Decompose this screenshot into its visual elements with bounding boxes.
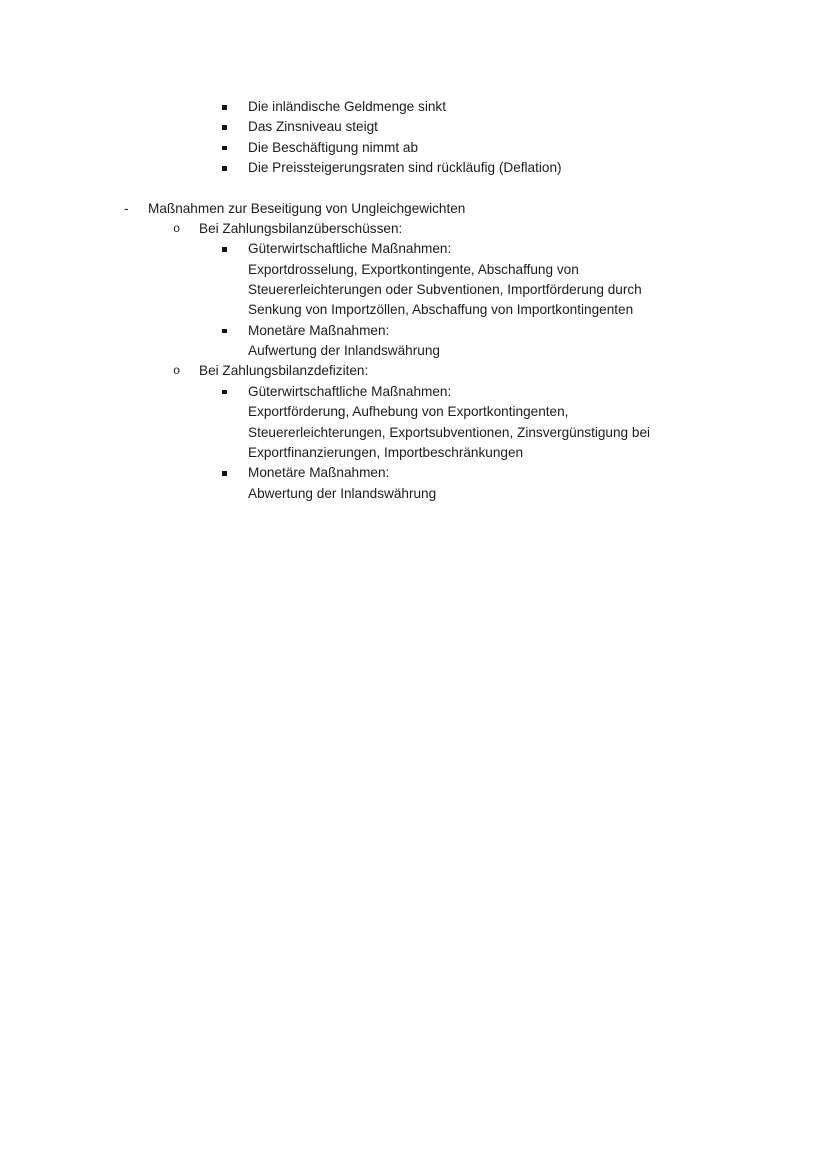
list-item-text: Abwertung der Inlandswährung [248, 485, 437, 501]
square-bullet-icon [222, 390, 227, 395]
square-bullet-icon [222, 166, 227, 171]
list-item [0, 97, 828, 117]
list-item-text: Steuererleichterungen, Exportsubventionen, Zinsvergünstigung bei [248, 424, 651, 440]
list-item [0, 321, 828, 341]
list-item-text: Bei Zahlungsbilanzüberschüssen: [199, 221, 403, 237]
blank-line [0, 178, 828, 198]
list-item-text: Monetäre Maßnahmen: [248, 322, 390, 338]
list-item [0, 260, 828, 280]
square-bullet-icon [222, 146, 227, 151]
circle-bullet-icon: o [173, 364, 181, 379]
list-item [0, 423, 828, 443]
list-item-text: Güterwirtschaftliche Maßnahmen: [248, 383, 452, 399]
list-item-text: Maßnahmen zur Beseitigung von Ungleichgewichten [148, 200, 466, 216]
square-bullet-icon [222, 125, 227, 130]
square-bullet-icon [222, 247, 227, 252]
list-item-text: Exportförderung, Aufhebung von Exportkontingenten, [248, 404, 569, 420]
list-item [0, 219, 828, 239]
list-item [0, 341, 828, 361]
list-item [0, 402, 828, 422]
list-item-text: Die inländische Geldmenge sinkt [248, 99, 446, 114]
square-bullet-icon [222, 105, 227, 110]
document-content [0, 97, 828, 504]
list-item-text: Exportdrosselung, Exportkontingente, Abschaffung von [248, 261, 579, 277]
list-item [0, 239, 828, 259]
list-item-text: Das Zinsniveau steigt [248, 119, 378, 135]
list-item-text: Exportfinanzierungen, Importbeschränkungen [248, 444, 524, 460]
list-item-text: Aufwertung der Inlandswährung [248, 343, 440, 359]
list-item [0, 117, 828, 137]
list-item [0, 463, 828, 483]
list-item-text: Die Beschäftigung nimmt ab [248, 139, 419, 155]
list-item-text: Senkung von Importzöllen, Abschaffung von Importkontingenten [248, 302, 634, 318]
square-bullet-icon [222, 329, 227, 334]
list-item-text: Steuererleichterungen oder Subventionen, Importförderung durch [248, 282, 642, 298]
circle-bullet-icon: o [173, 222, 181, 237]
list-item [0, 382, 828, 402]
list-item-text: Monetäre Maßnahmen: [248, 465, 390, 481]
list-item [0, 199, 828, 219]
list-item [0, 280, 828, 300]
list-item-text: Bei Zahlungsbilanzdefiziten: [199, 363, 369, 379]
list-item [0, 158, 828, 178]
list-item [0, 484, 828, 504]
dash-bullet-icon: - [124, 200, 129, 216]
list-item [0, 443, 828, 463]
list-item-text: Die Preissteigerungsraten sind rückläufig (Deflation) [248, 160, 562, 176]
list-item [0, 300, 828, 320]
square-bullet-icon [222, 471, 227, 476]
list-item [0, 361, 828, 381]
list-item [0, 138, 828, 158]
list-item-text: Güterwirtschaftliche Maßnahmen: [248, 241, 452, 257]
